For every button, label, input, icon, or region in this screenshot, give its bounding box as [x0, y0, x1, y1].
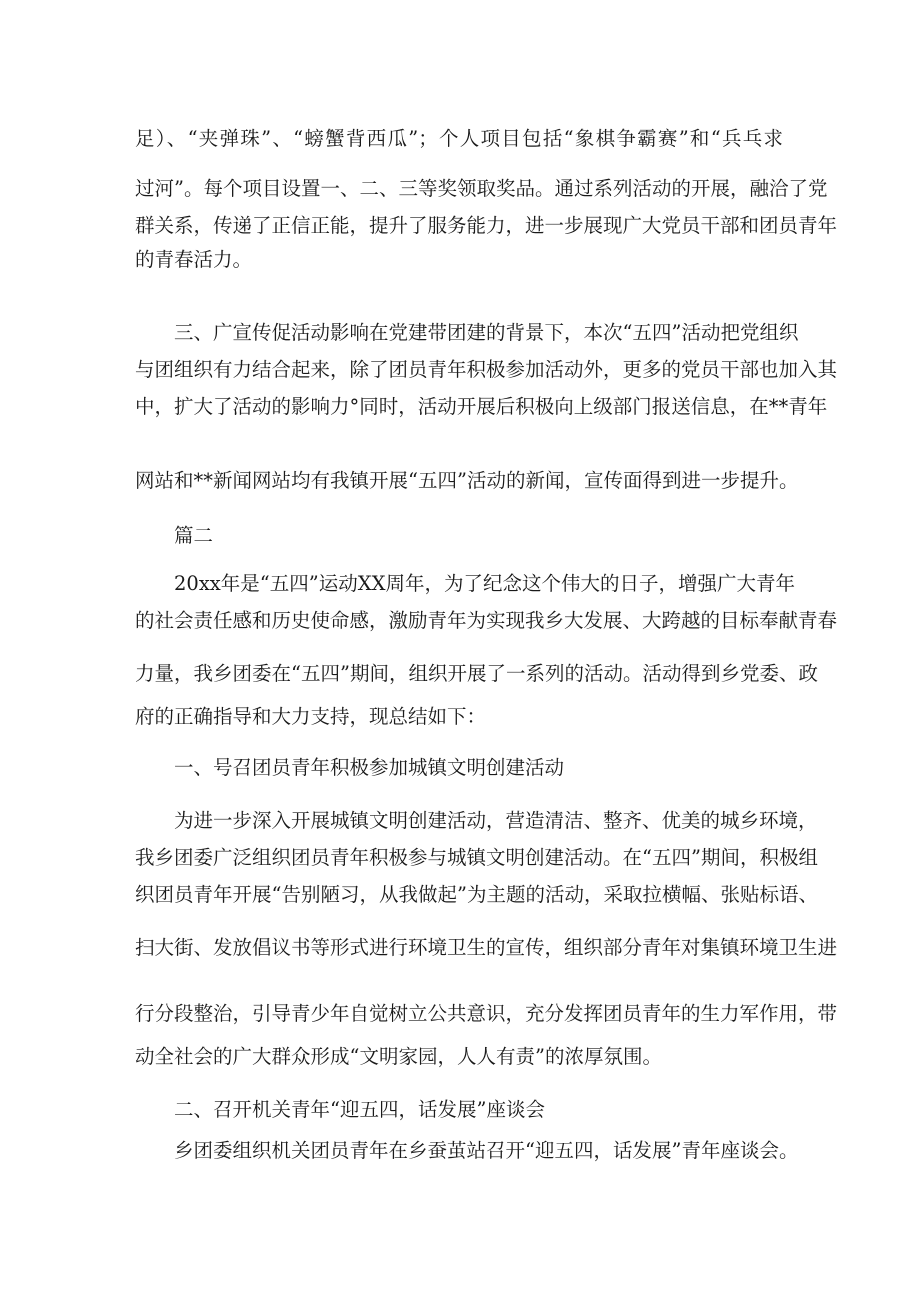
text-line: 的社会责任感和历史使命感，激励青年为实现我乡大发展、大跨越的目标奉献青春 — [135, 609, 838, 632]
text-line: 过河”。每个项目设置一、二、三等奖领取奖品。通过系列活动的开展，融洽了党 — [135, 177, 828, 200]
text-line: 足）、“夹弹珠”、“螃蟹背西瓜”；个人项目包括“象棋争霸赛”和“兵乓求 — [135, 127, 783, 150]
text-line: 为进一步深入开展城镇文明创建活动，营造清洁、整齐、优美的城乡环境， — [174, 809, 818, 832]
text-line: 的青春活力。 — [135, 248, 253, 271]
text-line: 织团员青年开展“告别陋习，从我做起”为主题的活动，采取拉横幅、张贴标语、 — [135, 883, 818, 906]
text-line: 中，扩大了活动的影响力°同时，活动开展后积极向上级部门报送信息，在**青年 — [135, 395, 828, 418]
text-line: 20xx年是“五四”运动XX周年，为了纪念这个伟大的日子，增强广大青年 — [174, 572, 796, 595]
text-line: 府的正确指导和大力支持，现总结如下： — [135, 705, 487, 728]
text-line: 扫大街、发放倡议书等形式进行环境卫生的宣传，组织部分青年对集镇环境卫生进 — [135, 936, 838, 959]
text-line: 三、广宣传促活动影响在党建带团建的背景下，本次“五四”活动把党组织 — [174, 321, 799, 344]
subheading-title: 一、号召团员青年积极参加城镇文明创建活动 — [174, 756, 565, 779]
text-line: 乡团委组织机关团员青年在乡蚕茧站召开“迎五四，话发展”青年座谈会。 — [174, 1139, 799, 1162]
text-line: 群关系，传递了正信正能，提升了服务能力，进一步展现广大党员干部和团员青年 — [135, 214, 838, 237]
section-title: 篇二 — [174, 524, 214, 547]
text-line: 动全社会的广大群众形成“文明家园，人人有责”的浓厚氛围。 — [135, 1045, 662, 1068]
text-line: 网站和**新闻网站均有我镇开展“五四”活动的新闻，宣传面得到进一步提升。 — [135, 469, 799, 492]
subheading-title: 二、召开机关青年“迎五四，话发展”座谈会 — [174, 1098, 545, 1121]
text-line: 行分段整治，引导青少年自觉树立公共意识，充分发挥团员青年的生力军作用，带 — [135, 1002, 838, 1025]
text-line: 我乡团委广泛组织团员青年积极参与城镇文明创建活动。在“五四”期间，积极组 — [135, 846, 818, 869]
text-line: 与团组织有力结合起来，除了团员青年积极参加活动外，更多的党员干部也加入其 — [135, 358, 838, 381]
text-line: 力量，我乡团委在“五四”期间，组织开展了一系列的活动。活动得到乡党委、政 — [135, 662, 818, 685]
